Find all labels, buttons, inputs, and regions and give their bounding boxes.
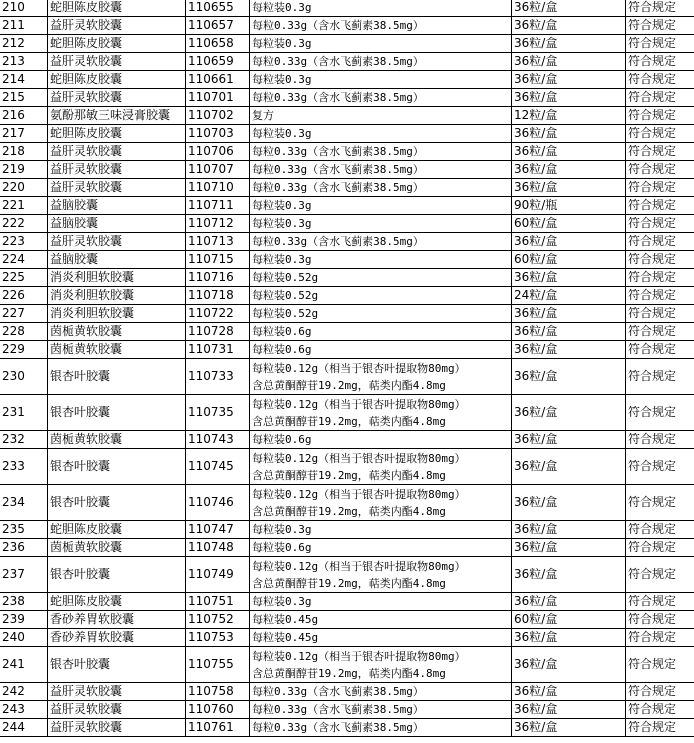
specification-cell	[250, 629, 512, 647]
result-cell: 符合规定	[626, 0, 694, 17]
table-row	[0, 53, 694, 71]
table-row	[0, 539, 694, 557]
package-cell: 36粒/盒	[512, 71, 626, 89]
specification-line: 每粒装0.3g	[252, 37, 312, 50]
result-cell: 符合规定	[626, 35, 694, 53]
specification-cell	[250, 53, 512, 71]
package-cell: 36粒/盒	[512, 233, 626, 251]
result-cell: 符合规定	[626, 539, 694, 557]
specification-line: 每粒装0.6g	[252, 541, 312, 554]
row-number-cell: 216	[0, 107, 48, 125]
product-name-cell: 银杏叶胶囊	[48, 359, 186, 395]
specification-cell	[250, 233, 512, 251]
batch-number-cell: 110703	[186, 125, 250, 143]
specification-line: 含总黄酮醇苷19.2mg，萜类内酯4.8mg	[252, 504, 446, 518]
result-cell: 符合规定	[626, 269, 694, 287]
specification-line: 每粒装0.3g	[252, 127, 312, 140]
result-cell: 符合规定	[626, 143, 694, 161]
package-cell: 36粒/盒	[512, 701, 626, 719]
table-row	[0, 521, 694, 539]
specification-line: 每粒装0.3g	[252, 595, 312, 608]
product-name-cell: 氨酚那敏三味浸膏胶囊	[48, 107, 186, 125]
specification-cell	[250, 161, 512, 179]
batch-number-cell: 110701	[186, 89, 250, 107]
row-number-cell: 232	[0, 431, 48, 449]
result-cell: 符合规定	[626, 287, 694, 305]
row-number-cell: 240	[0, 629, 48, 647]
table-row	[0, 197, 694, 215]
table-row	[0, 395, 694, 431]
specification-line: 每粒装0.45g	[252, 613, 319, 626]
row-number-cell: 235	[0, 521, 48, 539]
batch-number-cell: 110733	[186, 359, 250, 395]
result-cell: 符合规定	[626, 683, 694, 701]
table-row	[0, 71, 694, 89]
specification-line: 每粒装0.6g	[252, 433, 312, 446]
table-row	[0, 179, 694, 197]
table-row	[0, 611, 694, 629]
table-row	[0, 629, 694, 647]
package-cell: 36粒/盒	[512, 629, 626, 647]
specification-line: 每粒装0.3g	[252, 217, 312, 230]
specification-cell	[250, 125, 512, 143]
package-cell: 36粒/盒	[512, 449, 626, 485]
specification-line: 每粒装0.52g	[252, 307, 319, 320]
row-number-cell: 220	[0, 179, 48, 197]
specification-cell	[250, 359, 512, 395]
batch-number-cell: 110753	[186, 629, 250, 647]
result-cell: 符合规定	[626, 323, 694, 341]
result-cell: 符合规定	[626, 89, 694, 107]
product-name-cell: 益脑胶囊	[48, 251, 186, 269]
specification-cell	[250, 341, 512, 359]
package-cell: 36粒/盒	[512, 323, 626, 341]
product-name-cell: 银杏叶胶囊	[48, 395, 186, 431]
product-name-cell: 银杏叶胶囊	[48, 557, 186, 593]
product-name-cell: 益肝灵软胶囊	[48, 233, 186, 251]
package-cell: 36粒/盒	[512, 53, 626, 71]
batch-number-cell: 110747	[186, 521, 250, 539]
batch-number-cell: 110711	[186, 197, 250, 215]
package-cell: 12粒/盒	[512, 107, 626, 125]
batch-number-cell: 110748	[186, 539, 250, 557]
specification-cell	[250, 593, 512, 611]
batch-number-cell: 110755	[186, 647, 250, 683]
package-cell: 90粒/瓶	[512, 197, 626, 215]
result-cell: 符合规定	[626, 125, 694, 143]
row-number-cell: 228	[0, 323, 48, 341]
specification-line: 每粒装0.3g	[252, 253, 312, 266]
batch-number-cell: 110728	[186, 323, 250, 341]
row-number-cell: 221	[0, 197, 48, 215]
product-name-cell: 蛇胆陈皮胶囊	[48, 593, 186, 611]
package-cell: 60粒/盒	[512, 215, 626, 233]
table-row	[0, 701, 694, 719]
product-name-cell: 茵栀黄软胶囊	[48, 539, 186, 557]
specification-cell	[250, 611, 512, 629]
package-cell: 36粒/盒	[512, 35, 626, 53]
table-row	[0, 647, 694, 683]
package-cell: 36粒/盒	[512, 647, 626, 683]
row-number-cell: 214	[0, 71, 48, 89]
result-cell: 符合规定	[626, 161, 694, 179]
product-name-cell: 益肝灵软胶囊	[48, 89, 186, 107]
result-cell: 符合规定	[626, 179, 694, 197]
package-cell: 36粒/盒	[512, 179, 626, 197]
result-cell: 符合规定	[626, 17, 694, 35]
table-row	[0, 0, 694, 17]
table-row	[0, 251, 694, 269]
specification-line: 每粒装0.12g（相当于银杏叶提取物80mg）	[252, 649, 466, 663]
package-cell: 36粒/盒	[512, 0, 626, 17]
result-cell: 符合规定	[626, 305, 694, 323]
row-number-cell: 239	[0, 611, 48, 629]
specification-cell	[250, 431, 512, 449]
product-name-cell: 茵栀黄软胶囊	[48, 341, 186, 359]
batch-number-cell: 110749	[186, 557, 250, 593]
package-cell: 36粒/盒	[512, 485, 626, 521]
specification-line: 每粒装0.12g（相当于银杏叶提取物80mg）	[252, 487, 466, 501]
specification-cell	[250, 683, 512, 701]
product-name-cell: 益肝灵软胶囊	[48, 719, 186, 737]
table-row	[0, 683, 694, 701]
result-cell: 符合规定	[626, 557, 694, 593]
result-cell: 符合规定	[626, 71, 694, 89]
specification-line: 每粒0.33g（含水飞蓟素38.5mg）	[252, 685, 424, 698]
table-row	[0, 593, 694, 611]
product-name-cell: 银杏叶胶囊	[48, 485, 186, 521]
batch-number-cell: 110760	[186, 701, 250, 719]
specification-line: 含总黄酮醇苷19.2mg，萜类内酯4.8mg	[252, 666, 446, 680]
row-number-cell: 224	[0, 251, 48, 269]
specification-line: 每粒0.33g（含水飞蓟素38.5mg）	[252, 55, 424, 68]
result-cell: 符合规定	[626, 233, 694, 251]
row-number-cell: 223	[0, 233, 48, 251]
product-name-cell: 茵栀黄软胶囊	[48, 323, 186, 341]
specification-cell	[250, 305, 512, 323]
table-row	[0, 89, 694, 107]
batch-number-cell: 110751	[186, 593, 250, 611]
product-name-cell: 益肝灵软胶囊	[48, 701, 186, 719]
table-row	[0, 431, 694, 449]
result-cell: 符合规定	[626, 215, 694, 233]
product-name-cell: 益脑胶囊	[48, 215, 186, 233]
result-cell: 符合规定	[626, 341, 694, 359]
package-cell: 36粒/盒	[512, 683, 626, 701]
table-row	[0, 485, 694, 521]
specification-cell	[250, 449, 512, 485]
row-number-cell: 225	[0, 269, 48, 287]
batch-number-cell: 110707	[186, 161, 250, 179]
row-number-cell: 243	[0, 701, 48, 719]
row-number-cell: 244	[0, 719, 48, 737]
specification-cell	[250, 251, 512, 269]
product-name-cell: 银杏叶胶囊	[48, 449, 186, 485]
batch-number-cell: 110731	[186, 341, 250, 359]
batch-number-cell: 110752	[186, 611, 250, 629]
specification-line: 含总黄酮醇苷19.2mg，萜类内酯4.8mg	[252, 414, 446, 428]
row-number-cell: 241	[0, 647, 48, 683]
package-cell: 36粒/盒	[512, 143, 626, 161]
row-number-cell: 219	[0, 161, 48, 179]
product-name-cell: 香砂养胃软胶囊	[48, 611, 186, 629]
row-number-cell: 229	[0, 341, 48, 359]
table-row	[0, 143, 694, 161]
package-cell: 36粒/盒	[512, 719, 626, 737]
batch-number-cell: 110715	[186, 251, 250, 269]
specification-line: 每粒0.33g（含水飞蓟素38.5mg）	[252, 91, 424, 104]
result-cell: 符合规定	[626, 449, 694, 485]
package-cell: 60粒/盒	[512, 611, 626, 629]
package-cell: 36粒/盒	[512, 17, 626, 35]
row-number-cell: 215	[0, 89, 48, 107]
specification-line: 含总黄酮醇苷19.2mg，萜类内酯4.8mg	[252, 468, 446, 482]
product-name-cell: 消炎利胆软胶囊	[48, 305, 186, 323]
product-name-cell: 香砂养胃软胶囊	[48, 629, 186, 647]
specification-cell	[250, 395, 512, 431]
table-row	[0, 557, 694, 593]
batch-number-cell: 110659	[186, 53, 250, 71]
product-name-cell: 消炎利胆软胶囊	[48, 269, 186, 287]
table-row	[0, 359, 694, 395]
batch-number-cell: 110722	[186, 305, 250, 323]
specification-line: 每粒装0.52g	[252, 271, 319, 284]
table-row	[0, 161, 694, 179]
package-cell: 36粒/盒	[512, 161, 626, 179]
package-cell: 36粒/盒	[512, 521, 626, 539]
specification-line: 每粒装0.12g（相当于银杏叶提取物80mg）	[252, 361, 466, 375]
row-number-cell: 237	[0, 557, 48, 593]
product-name-cell: 蛇胆陈皮胶囊	[48, 521, 186, 539]
package-cell: 36粒/盒	[512, 431, 626, 449]
result-cell: 符合规定	[626, 647, 694, 683]
specification-line: 含总黄酮醇苷19.2mg，萜类内酯4.8mg	[252, 378, 446, 392]
specification-cell	[250, 17, 512, 35]
table-row	[0, 17, 694, 35]
row-number-cell: 217	[0, 125, 48, 143]
result-cell: 符合规定	[626, 53, 694, 71]
result-cell: 符合规定	[626, 719, 694, 737]
batch-number-cell: 110745	[186, 449, 250, 485]
specification-line: 每粒装0.3g	[252, 523, 312, 536]
specification-line: 每粒装0.6g	[252, 325, 312, 338]
row-number-cell: 210	[0, 0, 48, 17]
specification-line: 含总黄酮醇苷19.2mg，萜类内酯4.8mg	[252, 576, 446, 590]
batch-number-cell: 110710	[186, 179, 250, 197]
batch-number-cell: 110657	[186, 17, 250, 35]
specification-cell	[250, 0, 512, 17]
row-number-cell: 218	[0, 143, 48, 161]
product-name-cell: 益肝灵软胶囊	[48, 143, 186, 161]
specification-line: 每粒0.33g（含水飞蓟素38.5mg）	[252, 163, 424, 176]
row-number-cell: 231	[0, 395, 48, 431]
result-cell: 符合规定	[626, 251, 694, 269]
batch-number-cell: 110735	[186, 395, 250, 431]
batch-number-cell: 110758	[186, 683, 250, 701]
result-cell: 符合规定	[626, 593, 694, 611]
row-number-cell: 233	[0, 449, 48, 485]
specification-cell	[250, 287, 512, 305]
specification-line: 每粒装0.3g	[252, 1, 312, 14]
package-cell: 36粒/盒	[512, 341, 626, 359]
row-number-cell: 238	[0, 593, 48, 611]
result-cell: 符合规定	[626, 197, 694, 215]
specification-cell	[250, 35, 512, 53]
package-cell: 36粒/盒	[512, 557, 626, 593]
table-row	[0, 287, 694, 305]
row-number-cell: 211	[0, 17, 48, 35]
table-row	[0, 125, 694, 143]
specification-cell	[250, 539, 512, 557]
package-cell: 36粒/盒	[512, 593, 626, 611]
specification-line: 每粒装0.6g	[252, 343, 312, 356]
specification-line: 每粒0.33g（含水飞蓟素38.5mg）	[252, 721, 424, 734]
row-number-cell: 230	[0, 359, 48, 395]
package-cell: 36粒/盒	[512, 359, 626, 395]
product-name-cell: 益肝灵软胶囊	[48, 683, 186, 701]
product-name-cell: 益肝灵软胶囊	[48, 161, 186, 179]
batch-number-cell: 110712	[186, 215, 250, 233]
specification-line: 每粒装0.12g（相当于银杏叶提取物80mg）	[252, 397, 466, 411]
package-cell: 24粒/盒	[512, 287, 626, 305]
table-row	[0, 341, 694, 359]
specification-line: 每粒0.33g（含水飞蓟素38.5mg）	[252, 145, 424, 158]
product-name-cell: 消炎利胆软胶囊	[48, 287, 186, 305]
table-row	[0, 269, 694, 287]
batch-number-cell: 110658	[186, 35, 250, 53]
specification-line: 每粒装0.3g	[252, 73, 312, 86]
product-name-cell: 蛇胆陈皮胶囊	[48, 35, 186, 53]
row-number-cell: 234	[0, 485, 48, 521]
result-cell: 符合规定	[626, 395, 694, 431]
package-cell: 60粒/盒	[512, 251, 626, 269]
result-cell: 符合规定	[626, 629, 694, 647]
result-cell: 符合规定	[626, 431, 694, 449]
table-row	[0, 233, 694, 251]
specification-line: 每粒0.33g（含水飞蓟素38.5mg）	[252, 19, 424, 32]
result-cell: 符合规定	[626, 611, 694, 629]
table-row	[0, 323, 694, 341]
product-name-cell: 益肝灵软胶囊	[48, 179, 186, 197]
specification-line: 复方	[252, 109, 274, 122]
specification-line: 每粒0.33g（含水飞蓟素38.5mg）	[252, 235, 424, 248]
table-row	[0, 107, 694, 125]
row-number-cell: 236	[0, 539, 48, 557]
package-cell: 36粒/盒	[512, 125, 626, 143]
specification-cell	[250, 557, 512, 593]
batch-number-cell: 110761	[186, 719, 250, 737]
table-row	[0, 35, 694, 53]
product-name-cell: 蛇胆陈皮胶囊	[48, 125, 186, 143]
table-row	[0, 719, 694, 737]
package-cell: 36粒/盒	[512, 89, 626, 107]
table-row	[0, 305, 694, 323]
specification-line: 每粒0.33g（含水飞蓟素38.5mg）	[252, 181, 424, 194]
batch-number-cell: 110716	[186, 269, 250, 287]
specification-line: 每粒0.33g（含水飞蓟素38.5mg）	[252, 703, 424, 716]
specification-line: 每粒装0.45g	[252, 631, 319, 644]
specification-line: 每粒装0.3g	[252, 199, 312, 212]
specification-cell	[250, 521, 512, 539]
specification-line: 每粒装0.52g	[252, 289, 319, 302]
package-cell: 36粒/盒	[512, 539, 626, 557]
specification-cell	[250, 71, 512, 89]
specification-cell	[250, 647, 512, 683]
package-cell: 36粒/盒	[512, 395, 626, 431]
product-name-cell: 益肝灵软胶囊	[48, 53, 186, 71]
product-name-cell: 益脑胶囊	[48, 197, 186, 215]
product-name-cell: 益肝灵软胶囊	[48, 17, 186, 35]
batch-number-cell: 110661	[186, 71, 250, 89]
result-cell: 符合规定	[626, 701, 694, 719]
batch-number-cell: 110713	[186, 233, 250, 251]
result-cell: 符合规定	[626, 107, 694, 125]
row-number-cell: 212	[0, 35, 48, 53]
result-cell: 符合规定	[626, 485, 694, 521]
specification-cell	[250, 701, 512, 719]
batch-number-cell: 110746	[186, 485, 250, 521]
result-cell: 符合规定	[626, 521, 694, 539]
row-number-cell: 213	[0, 53, 48, 71]
batch-number-cell: 110655	[186, 0, 250, 17]
batch-number-cell: 110718	[186, 287, 250, 305]
row-number-cell: 226	[0, 287, 48, 305]
specification-line: 每粒装0.12g（相当于银杏叶提取物80mg）	[252, 559, 466, 573]
specification-cell	[250, 215, 512, 233]
specification-cell	[250, 269, 512, 287]
result-cell: 符合规定	[626, 359, 694, 395]
specification-cell	[250, 323, 512, 341]
package-cell: 36粒/盒	[512, 269, 626, 287]
package-cell: 36粒/盒	[512, 305, 626, 323]
specification-cell	[250, 719, 512, 737]
specification-cell	[250, 197, 512, 215]
product-name-cell: 茵栀黄软胶囊	[48, 431, 186, 449]
row-number-cell: 242	[0, 683, 48, 701]
specification-cell	[250, 143, 512, 161]
table-row	[0, 215, 694, 233]
batch-number-cell: 110743	[186, 431, 250, 449]
product-name-cell: 银杏叶胶囊	[48, 647, 186, 683]
table-row	[0, 449, 694, 485]
row-number-cell: 227	[0, 305, 48, 323]
specification-line: 每粒装0.12g（相当于银杏叶提取物80mg）	[252, 451, 466, 465]
specification-cell	[250, 89, 512, 107]
product-name-cell: 蛇胆陈皮胶囊	[48, 0, 186, 17]
row-number-cell: 222	[0, 215, 48, 233]
specification-cell	[250, 179, 512, 197]
specification-cell	[250, 485, 512, 521]
product-name-cell: 蛇胆陈皮胶囊	[48, 71, 186, 89]
batch-number-cell: 110706	[186, 143, 250, 161]
specification-cell	[250, 107, 512, 125]
batch-number-cell: 110702	[186, 107, 250, 125]
